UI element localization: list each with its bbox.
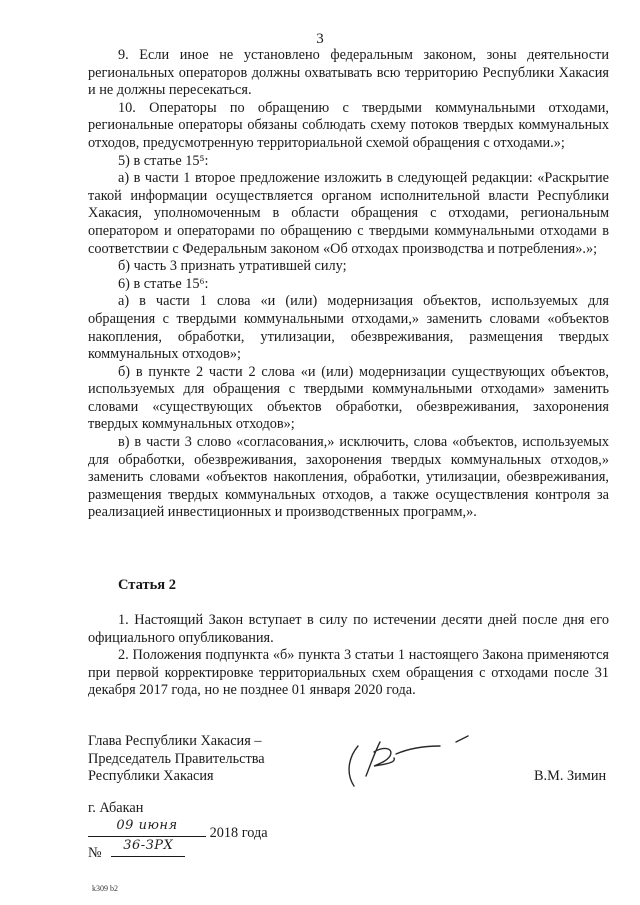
article-2-paragraph-2: 2. Положения подпункта «б» пункта 3 статьи 1 настоящего Закона применяются при первой корректировке территориальных схем обращения с отходами после 31 декабря 2017 года, но не позднее 01 января 2020 года. — [88, 647, 609, 699]
item-6v: в) в части 3 слово «согласования,» исключить, слова «объектов, используемых для обработки, обезвреживания, захоронения твердых коммунальных отходов,» заменить словами «объектов накопления, обработки, утилизации, обезвреживания, размещения твердых коммунальных отходов, а также осуществления контроля за реализацией инвестиционных и производственных программ,». — [88, 434, 609, 521]
place-of-signing: г. Абакан — [88, 800, 144, 816]
handwritten-number: 36-ЗРХ — [123, 838, 174, 854]
item-6b: б) в пункте 2 части 2 слова «и (или) модернизации существующих объектов, используемых для обращения с твердыми коммунальными отходами» заменить словами «существующих объектов обработки, обезвреживания, захоронения твердых коммунальных отходов»; — [88, 363, 609, 433]
page-number: 3 — [316, 31, 324, 47]
footer-code: k309 b2 — [92, 884, 118, 893]
item-6a: а) в части 1 слова «и (или) модернизация объектов, используемых для обращения с твердыми коммунальными отходами,» заменить словами «объектов накопления, обработки, утилизации, обезвреживания, размещения твердых коммунальных отходов»; — [88, 293, 609, 363]
item-5a: а) в части 1 второе предложение изложить в следующей редакции: «Раскрытие такой информации осуществляется органом исполнительной власти Республики Хакасия, уполномоченным в области обращения с отходами, региональным оператором и операторами по обращению с твердыми коммунальными отходами в соответствии с Федеральным законом «Об отходах производства и потребления».»; — [88, 170, 609, 257]
paragraph-9: 9. Если иное не установлено федеральным законом, зоны деятельности региональных операторов должны охватывать всю территорию Республики Хакасия и не должны пересекаться. — [88, 47, 609, 99]
amendments-text — [88, 47, 609, 522]
law-number — [88, 838, 185, 863]
item-6-article-15-6: 6) в статье 15⁶: — [118, 275, 209, 292]
handwritten-date-field — [88, 818, 206, 837]
handwritten-number-field — [111, 838, 185, 857]
item-5-article-15-5: 5) в статье 15⁵: — [118, 152, 209, 169]
signatory-title — [88, 733, 265, 786]
signatory-title-line-2: Председатель Правительства — [88, 750, 265, 767]
paragraph-10: 10. Операторы по обращению с твердыми коммунальными отходами, региональные операторы обязаны соблюдать схему потоков твердых коммунальных отходов, предусмотренную территориальной схемой обращения с отходами.»; — [88, 99, 609, 151]
signer-name: В.М. Зимин — [534, 768, 607, 784]
item-5b: б) часть 3 признать утратившей силу; — [118, 258, 347, 275]
date-year: 2018 года — [209, 825, 268, 841]
article-2-title: Статья 2 — [118, 577, 176, 593]
handwritten-signature — [344, 732, 484, 794]
signatory-title-line-1: Глава Республики Хакасия – — [88, 733, 262, 749]
signatory-title-line-3: Республики Хакасия — [88, 768, 214, 785]
number-sign: № — [88, 845, 102, 861]
article-2-paragraph-1: 1. Настоящий Закон вступает в силу по истечении десяти дней после дня его официального опубликования. — [88, 612, 609, 646]
article-2-text — [88, 612, 609, 700]
handwritten-date: 09 июня — [116, 818, 178, 834]
